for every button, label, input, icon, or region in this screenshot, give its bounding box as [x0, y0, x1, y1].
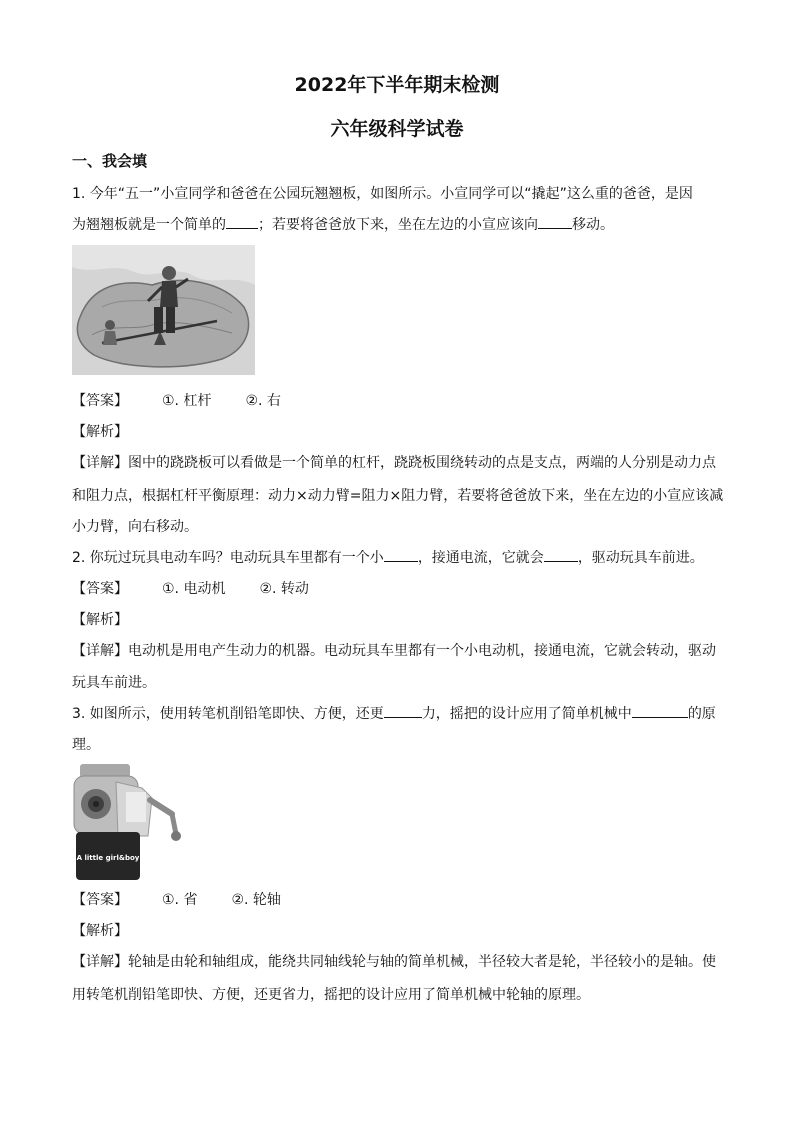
q1-text-seg-c: 移动。 — [572, 217, 614, 233]
q1-text-line2 — [72, 214, 722, 234]
q3-answer-1: ①. 省 — [162, 892, 198, 908]
q3-answer-2: ②. 轮轴 — [231, 892, 281, 908]
q3-answer — [72, 889, 722, 909]
q3-blank-2 — [632, 704, 688, 718]
detail-label: 【详解】 — [72, 954, 128, 970]
q1-text-seg-a: 为翘翘板就是一个简单的 — [72, 217, 226, 233]
q2-text-seg-b: ，接通电流，它就会 — [417, 550, 544, 566]
q2-text-seg-c: ，驱动玩具车前进。 — [577, 550, 704, 566]
q2-analysis-label: 【解析】 — [72, 612, 128, 628]
q1-blank-2 — [538, 215, 572, 229]
q2-detail-line1 — [72, 640, 722, 660]
q1-text-line1: 1. 今年“五一”小宣同学和爸爸在公园玩翘翘板，如图所示。小宣同学可以“撬起”这么重的爸爸，是因 — [72, 186, 693, 202]
q1-analysis-label: 【解析】 — [72, 424, 128, 440]
q3-detail-line1 — [72, 951, 722, 971]
q3-text-line1 — [72, 703, 722, 723]
answer-label: 【答案】 — [72, 393, 128, 409]
q2-text-seg-a: 2. 你玩过玩具电动车吗？电动玩具车里都有一个小 — [72, 550, 384, 566]
q3-analysis-label: 【解析】 — [72, 923, 128, 939]
answer-label: 【答案】 — [72, 892, 128, 908]
q2-text-line1 — [72, 547, 722, 567]
q2-answer — [72, 578, 722, 598]
answer-label: 【答案】 — [72, 581, 128, 597]
q2-answer-2: ②. 转动 — [259, 581, 309, 597]
q3-text-line2: 理。 — [72, 737, 100, 753]
q3-text-seg-c: 的原 — [687, 706, 716, 722]
detail-label: 【详解】 — [72, 455, 128, 471]
section-title: 一、我会填 — [72, 152, 148, 170]
q3-text-seg-b: 力，摇把的设计应用了简单机械中 — [421, 706, 632, 722]
q1-answer-2: ②. 右 — [245, 393, 281, 409]
page-title: 2022年下半年期末检测 — [294, 74, 500, 96]
q2-detail-line2: 玩具车前进。 — [72, 675, 156, 691]
q3-blank-1 — [384, 704, 422, 718]
q1-detail-line1 — [72, 452, 722, 472]
q2-blank-2 — [544, 548, 578, 562]
q1-detail-line3: 小力臂，向右移动。 — [72, 519, 198, 535]
sharpener-brand-text: A little girl&boy — [76, 854, 140, 862]
q1-detail-text1: 图中的跷跷板可以看做是一个简单的杠杆，跷跷板围绕转动的点是支点，两端的人分别是动力点 — [128, 455, 716, 471]
seesaw-illustration — [72, 245, 255, 375]
q3-text-seg-a: 3. 如图所示，使用转笔机削铅笔即快、方便，还更 — [72, 706, 384, 722]
q3-detail-text1: 轮轴是由轮和轴组成，能绕共同轴线轮与轴的简单机械，半径较大者是轮，半径较小的是轴。使 — [128, 954, 716, 970]
q3-detail-line2: 用转笔机削铅笔即快、方便，还更省力，摇把的设计应用了简单机械中轮轴的原理。 — [72, 987, 590, 1003]
q1-blank-1 — [226, 215, 258, 229]
q2-detail-text1: 电动机是用电产生动力的机器。电动玩具车里都有一个小电动机，接通电流，它就会转动，驱动 — [128, 643, 716, 659]
q1-detail-line2: 和阻力点，根据杠杆平衡原理：动力×动力臂=阻力×阻力臂，若要将爸爸放下来，坐在左边的小宣应该减 — [72, 488, 724, 504]
page-subtitle: 六年级科学试卷 — [330, 118, 464, 140]
q1-answer-1: ①. 杠杆 — [162, 393, 212, 409]
q2-blank-1 — [384, 548, 418, 562]
detail-label: 【详解】 — [72, 643, 128, 659]
q2-answer-1: ①. 电动机 — [162, 581, 226, 597]
q1-text-seg-b: ；若要将爸爸放下来，坐在左边的小宣应该向 — [258, 217, 538, 233]
q1-answer — [72, 390, 722, 410]
pencil-sharpener-image — [72, 758, 192, 883]
